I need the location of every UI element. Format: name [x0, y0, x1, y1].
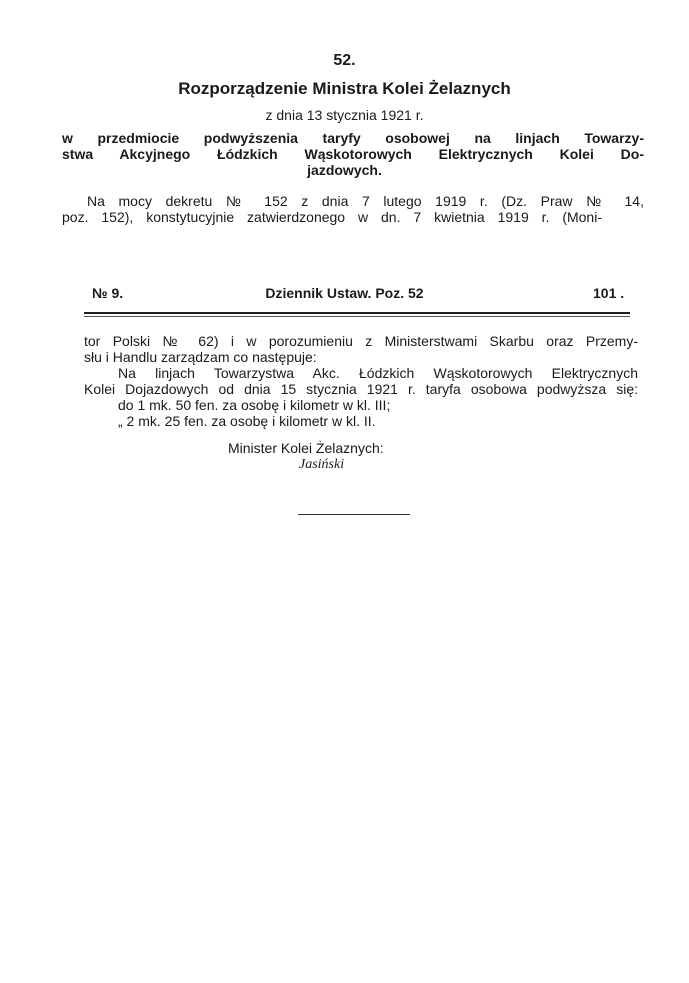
body-line-3: Na linjach Towarzystwa Akc. Łódzkich Wąskotorowych Elektrycznych: [118, 365, 638, 381]
issue-number: № 9.: [92, 285, 124, 301]
page-number: 101 .: [593, 285, 625, 301]
header-rule-thin: [84, 316, 630, 317]
body-line-2: słu i Handlu zarządzam co następuje:: [84, 349, 317, 365]
closing-rule: [298, 514, 410, 515]
body-line-4: Kolei Dojazdowych od dnia 15 stycznia 1921 r. taryfa osobowa podwyższa się:: [84, 381, 638, 397]
subject-line-1: w przedmiocie podwyższenia taryfy osobowej na linjach Towarzy-: [62, 130, 644, 146]
preamble-line-1: Na mocy dekretu № 152 z dnia 7 lutego 1919 r. (Dz. Praw № 14,: [87, 193, 644, 209]
preamble-line-2: poz. 152), konstytucyjnie zatwierdzonego w dn. 7 kwietnia 1919 r. (Moni-: [62, 209, 602, 225]
subject-line-2: stwa Akcyjnego Łódzkich Wąskotorowych Elektrycznych Kolei Do-: [62, 146, 644, 162]
act-number: 52.: [333, 52, 356, 69]
signatory-name: Jasiński: [299, 457, 345, 472]
tariff-line-class-2: „ 2 mk. 25 fen. za osobę i kilometr w kl. II.: [118, 413, 376, 429]
act-date: z dnia 13 stycznia 1921 r.: [265, 107, 424, 123]
body-line-1: tor Polski № 62) i w porozumieniu z Ministerstwami Skarbu oraz Przemy-: [84, 333, 638, 349]
act-title: Rozporządzenie Ministra Kolei Żelaznych: [178, 79, 511, 98]
journal-header: Dziennik Ustaw. Poz. 52: [265, 285, 424, 301]
tariff-line-class-3: do 1 mk. 50 fen. za osobę i kilometr w kl. III;: [118, 397, 391, 413]
header-rule: [84, 312, 630, 314]
subject-line-3: jazdowych.: [307, 162, 382, 178]
signatory-role: Minister Kolei Żelaznych:: [228, 440, 384, 456]
